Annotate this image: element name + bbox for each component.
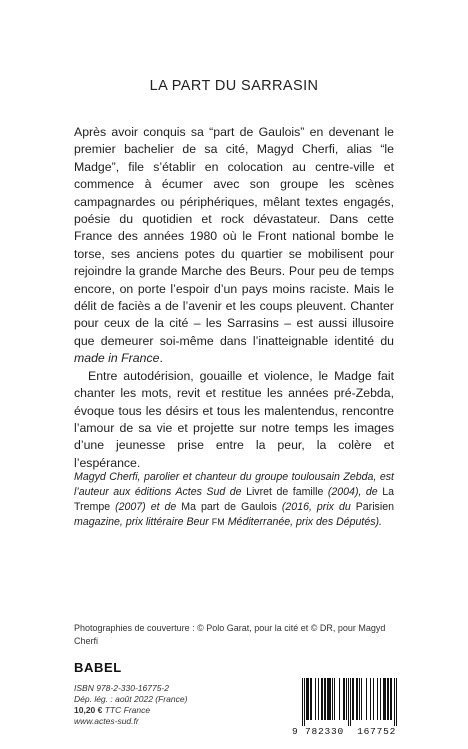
barcode-bar xyxy=(384,678,385,720)
blurb-paragraph-1 xyxy=(74,124,394,368)
barcode-bar xyxy=(344,678,345,720)
barcode-bar xyxy=(329,678,330,720)
barcode-bar xyxy=(346,678,347,720)
blurb-paragraph-2: Entre autodérision, gouaille et violence, le Madge fait chanter les mots, revit et restitue les années pré-Zebda, évoque tous les désirs et tous les malentendus, rencontre l’amour de sa vie et projette sur notre temps les images d’une jeunesse prise entre la peur, la colère et l’espérance. xyxy=(74,368,394,470)
blurb-paragraph-1-text: Après avoir conquis sa “part de Gaulois” en devenant le premier bachelier de sa cité, Magyd Cherfi, alias “le Madge”, file s’établir en colocation au centre-ville et commence à écumer avec son groupe les scènes campagnardes ou périphériques, mêlant textes engagés, poésie du quotidien et rock dévastateur. Dans cette France des années 1980 où le Front national bombe le torse, ses anciens potes du quartier se mobilisent pour rejoindre la grande Marche des Beurs. Pour peu de temps encore, on porte l’espoir d’un pays moins raciste. Mais le délit de faciès a de l’avenir et les coups pleuvent. Chanter pour ceux de la cité – les Sarrasins – est aussi illusoire que demeurer soi-même dans l’inatteignable identité du xyxy=(74,125,394,348)
price-region: TTC France xyxy=(102,705,151,715)
barcode-bar xyxy=(377,678,378,720)
barcode-digits-left: 782330 xyxy=(305,726,345,737)
barcode-bar xyxy=(366,678,367,720)
barcode-bar xyxy=(383,678,384,720)
barcode-digit-lead: 9 xyxy=(292,726,299,737)
bio-book-3: Ma part de Gaulois xyxy=(181,501,277,513)
barcode-bar xyxy=(332,678,333,720)
barcode-bar xyxy=(396,678,397,726)
barcode-bar xyxy=(356,678,357,720)
barcode-bar xyxy=(318,678,319,720)
barcode-bar xyxy=(357,678,358,720)
barcode-bar xyxy=(311,678,312,720)
barcode-digits xyxy=(292,726,402,737)
barcode-bar xyxy=(380,678,381,720)
barcode-bar xyxy=(302,678,303,726)
barcode-bars xyxy=(292,678,402,726)
legal-deposit: Dép. lég. : août 2022 (France) xyxy=(74,694,188,704)
blurb-paragraph-1-end: . xyxy=(159,351,163,366)
barcode-bar xyxy=(307,678,308,720)
barcode-bar xyxy=(387,678,388,720)
photo-credits: Photographies de couverture : © Polo Garat, pour la cité et © DR, pour Magyd Cherfi xyxy=(74,623,386,646)
barcode-bar xyxy=(334,678,335,720)
barcode-digits-right: 167752 xyxy=(357,726,397,737)
barcode-bar xyxy=(339,678,340,720)
barcode-bar xyxy=(391,678,392,720)
bio-fm: FM xyxy=(211,517,225,527)
bio-text-4: (2016, prix du xyxy=(276,501,356,513)
bio-text-2: (2004), de xyxy=(323,486,383,498)
barcode-bar xyxy=(361,678,362,720)
barcode-bar xyxy=(350,678,351,726)
bio-book-1: Livret de famille xyxy=(246,486,324,498)
barcode-bar xyxy=(352,678,353,720)
barcode-bar xyxy=(390,678,391,720)
isbn: ISBN 978-2-330-16775-2 xyxy=(74,683,169,693)
barcode-bar xyxy=(348,678,349,726)
barcode-bar xyxy=(324,678,325,720)
barcode-bar xyxy=(394,678,395,726)
barcode-bar xyxy=(322,678,323,720)
barcode-bar xyxy=(321,678,322,720)
bio-text-3: (2007) et de xyxy=(110,501,182,513)
barcode-bar xyxy=(306,678,307,720)
barcode-bar xyxy=(343,678,344,720)
blurb-paragraph-1-italic: made in France xyxy=(74,351,160,366)
barcode-bar xyxy=(304,678,305,726)
barcode-bar xyxy=(385,678,386,720)
author-bio xyxy=(74,470,394,530)
blurb xyxy=(74,124,394,472)
price-value: 10,20 € xyxy=(74,705,103,715)
bio-text-1: Magyd Cherfi, parolier et chanteur du groupe toulousain Zebda, est l’auteur aux éditions Actes Sud de xyxy=(74,471,394,498)
barcode-bar xyxy=(388,678,389,720)
barcode-bar xyxy=(353,678,354,720)
publisher-logo: BABEL xyxy=(74,660,122,675)
bio-text-6: Méditerranée, prix des Députés). xyxy=(224,516,382,528)
barcode-bar xyxy=(373,678,374,720)
barcode-bar xyxy=(327,678,328,720)
barcode-bar xyxy=(328,678,329,720)
price xyxy=(74,705,187,716)
book-title: LA PART DU SARRASIN xyxy=(149,78,319,94)
barcode-bar xyxy=(315,678,316,720)
website: www.actes-sud.fr xyxy=(74,716,139,726)
barcode-bar xyxy=(370,678,371,720)
ean-barcode xyxy=(292,678,402,738)
bio-text-5: magazine, prix littéraire Beur xyxy=(74,516,212,528)
bio-magazine: Parisien xyxy=(355,501,394,513)
barcode-bar xyxy=(359,678,360,720)
barcode-bar xyxy=(308,678,309,720)
barcode-bar xyxy=(310,678,311,720)
bio-book-2: La Trempe xyxy=(74,486,394,513)
barcode-bar xyxy=(330,678,331,720)
book-meta xyxy=(74,683,187,727)
barcode-bar xyxy=(325,678,326,720)
